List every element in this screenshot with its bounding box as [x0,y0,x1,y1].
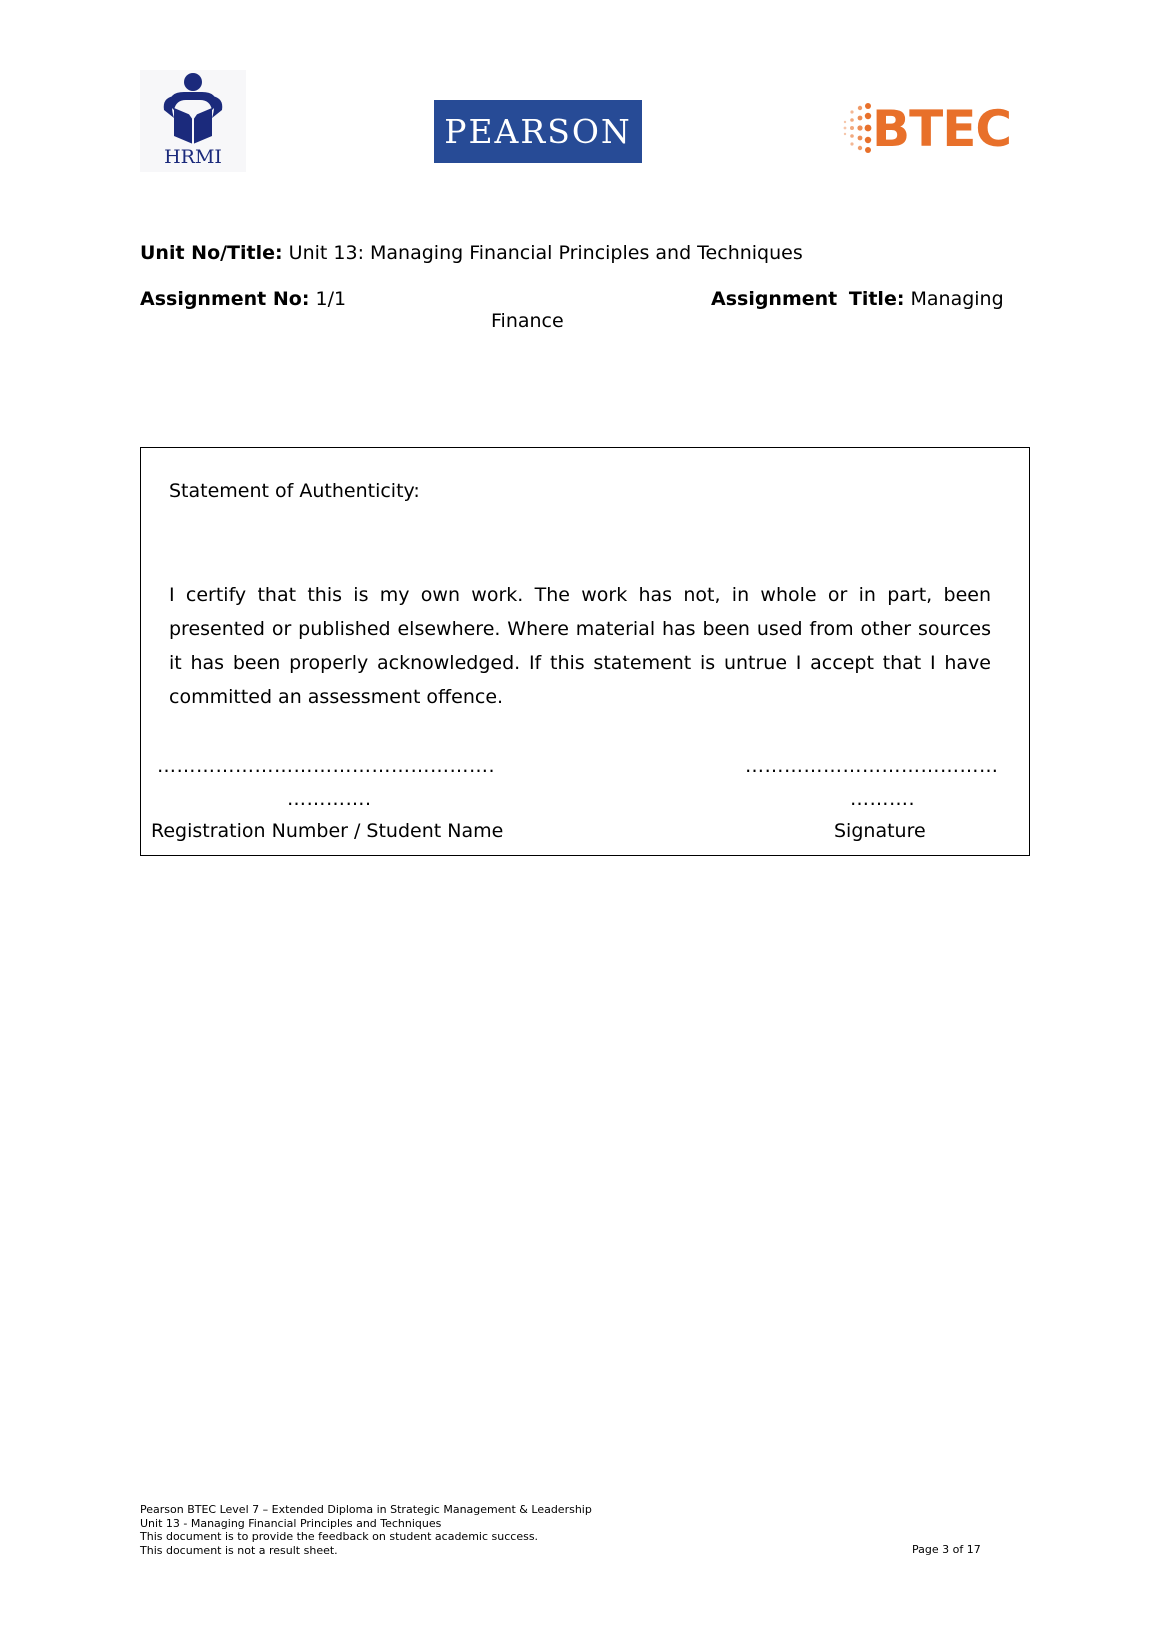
assignment-title-label: Assignment Title: [711,288,905,310]
signature-label: Signature [834,820,926,842]
statement-heading: Statement of Authenticity: [169,480,420,502]
footer-line-2: Unit 13 - Managing Financial Principles and Techniques [140,1516,442,1530]
unit-title-line [140,241,803,265]
assignment-no-label: Assignment No: [140,288,310,310]
assignment-title-value: Managing [910,288,1004,310]
hrmi-logo-text: HRMI [164,146,222,168]
statement-of-authenticity-box [140,447,1030,856]
assignment-title-line [711,287,1004,311]
btec-logo-text: BTEC [872,100,1012,158]
unit-label: Unit No/Title: [140,242,283,264]
page-number: Page 3 of 17 [912,1543,981,1556]
assignment-number-line [140,287,346,311]
assignment-no-value: 1/1 [315,288,347,310]
signature-dotted-line-cont: ………. [850,788,916,810]
hrmi-logo [140,70,246,172]
statement-body: I certify that this is my own work. The work has not, in whole or in part, been presented or published elsewhere. Where material has been used from other sources it has been properly acknowledged. If this statement is untrue I accept that I have committed an assessment offence. [169,584,991,708]
footer-line-4: This document is not a result sheet. [140,1543,338,1557]
registration-label: Registration Number / Student Name [151,820,504,842]
signature-dotted-line: ………………………………… [745,755,999,777]
assignment-title-continuation: Finance [491,310,564,332]
footer-line-3: This document is to provide the feedback on student academic success. [140,1530,539,1543]
btec-logo [838,98,1016,160]
page-footer [140,1503,592,1557]
registration-dotted-line-cont: …………. [287,788,372,810]
pearson-logo [434,100,642,163]
registration-dotted-line: ……………………………………………. [157,755,496,777]
pearson-logo-text: PEARSON [444,112,632,151]
unit-value: Unit 13: Managing Financial Principles and Techniques [288,242,803,264]
footer-line-1: Pearson BTEC Level 7 – Extended Diploma in Strategic Management & Leadership [140,1503,592,1516]
